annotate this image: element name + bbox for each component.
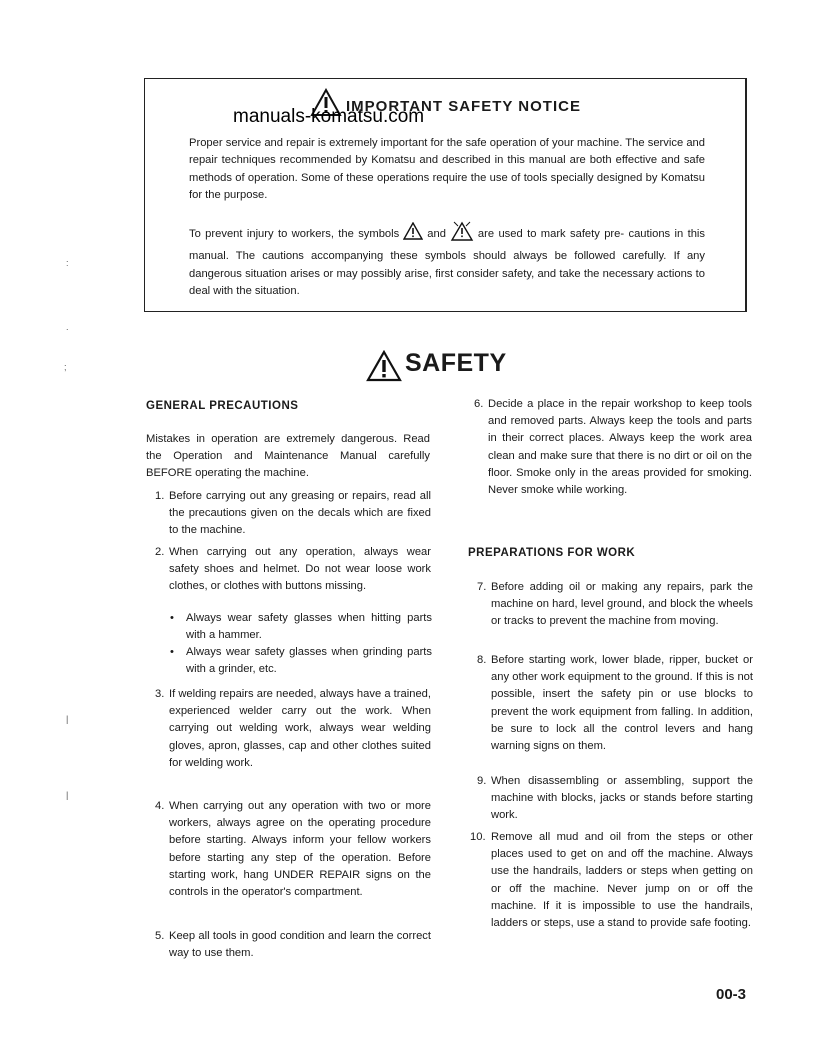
scan-mark: ;	[64, 362, 67, 372]
notice-paragraph-1: Proper service and repair is extremely important for the safe operation of your machine. The service and repair techniques recommended by Komatsu and described in this manual are both effective and safe methods of operation. Some of these operations require the use of tools specially designed by Komatsu for the purpose.	[189, 137, 705, 202]
notice-title-text: IMPORTANT SAFETY NOTICE	[346, 98, 581, 115]
page-number: 00-3	[716, 986, 747, 1003]
watermark: manuals-komatsu.com	[233, 106, 425, 127]
safety-heading-text: SAFETY	[405, 349, 507, 377]
scan-mark: |	[66, 790, 69, 800]
scan-mark: |	[66, 714, 69, 724]
notice-paragraph-2: To prevent injury to workers, the symbols and are used to mark safety pre- cautions in this manual. The cautions accompanying these symbols should always be followed carefully. If any dangerous situation arises or may possibly arise, first consider safety, and take the necessary actions to deal with the situation.	[189, 220, 705, 301]
general-precautions-heading: GENERAL PRECAUTIONS	[146, 400, 299, 412]
scan-mark: .	[66, 322, 69, 332]
general-intro: Mistakes in operation are extremely dangerous. Read the Operation and Maintenance Manual carefully BEFORE operating the machine.	[146, 433, 430, 480]
warning-icon	[366, 350, 402, 382]
scan-mark: :	[66, 258, 69, 268]
preparations-heading: PREPARATIONS FOR WORK	[468, 547, 636, 559]
warning-icon	[403, 222, 423, 246]
warning-pin-icon	[450, 220, 474, 248]
